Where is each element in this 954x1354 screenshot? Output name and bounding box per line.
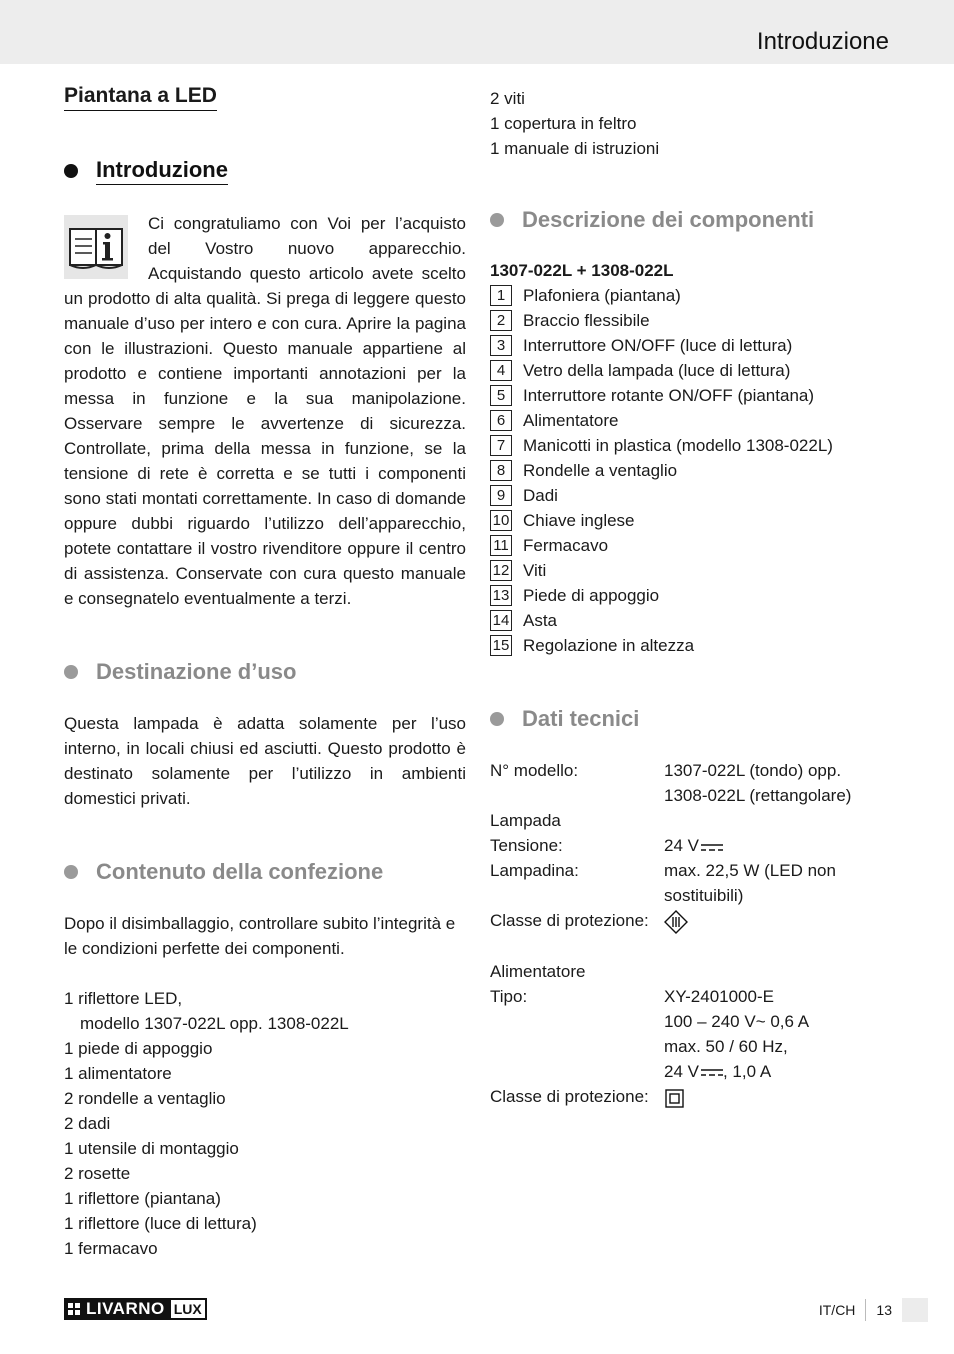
brand-suffix: LUX: [169, 1298, 207, 1320]
component-label: Fermacavo: [523, 535, 609, 555]
spec-label: Tipo:: [490, 986, 528, 1006]
components-model: 1307-022L + 1308-022L: [490, 261, 674, 280]
section-componenti: [490, 207, 890, 233]
section-title: Dati tecnici: [522, 706, 640, 731]
dc-symbol-icon: [701, 1067, 723, 1077]
tech-specs: [490, 758, 890, 1109]
spec-heading-label: Lampada: [490, 811, 561, 830]
spec-value: 24 V: [664, 1061, 699, 1081]
component-label: Vetro della lampada (luce di lettura): [523, 360, 791, 380]
component-row: [490, 633, 890, 658]
component-number: 9: [490, 485, 512, 506]
section-title: Destinazione d’uso: [96, 659, 297, 684]
list-item: 1 copertura in feltro: [490, 114, 637, 133]
component-row: [490, 408, 890, 433]
spec-value: 1308-022L (rettangolare): [664, 786, 852, 805]
protection-class-ii-icon: [664, 1086, 686, 1108]
spec-heading: [490, 959, 890, 984]
component-label: Interruttore rotante ON/OFF (piantana): [523, 385, 815, 405]
spec-label: Classe di protezione:: [490, 1086, 649, 1106]
section-destinazione: [64, 659, 466, 685]
list-item: modello 1307-022L opp. 1308-022L: [80, 1014, 349, 1033]
use-text: Questa lampada è adatta solamente per l’uso interno, in locali chiusi ed asciutti. Questo prodotto è destinato solamente per l’utilizzo in ambienti domestici privati.: [64, 714, 466, 808]
header-bar: [0, 0, 954, 64]
spec-label: Classe di protezione:: [490, 911, 649, 930]
spec-row: [490, 758, 890, 783]
component-label: Chiave inglese: [523, 510, 635, 530]
component-number: 5: [490, 385, 512, 406]
dc-symbol-icon: [701, 842, 723, 852]
component-label: Regolazione in altezza: [523, 635, 695, 655]
spec-row: [490, 858, 890, 883]
components-list: [490, 283, 890, 658]
list-item: 1 alimentatore: [64, 1064, 172, 1083]
component-number: 15: [490, 635, 512, 656]
list-item: 2 viti: [490, 89, 525, 108]
spec-row: [490, 1009, 890, 1034]
component-label: Braccio flessibile: [523, 310, 650, 330]
list-item: 1 piede di appoggio: [64, 1039, 213, 1058]
component-label: Interruttore ON/OFF (luce di lettura): [523, 335, 793, 355]
right-column: [490, 86, 890, 1109]
brand-logo: [64, 1298, 207, 1320]
bullet-icon: [64, 164, 78, 178]
spec-value: sostituibili): [664, 886, 744, 905]
spec-label: Tensione:: [490, 836, 563, 855]
component-row: [490, 508, 890, 533]
list-item: 1 manuale di istruzioni: [490, 139, 660, 158]
list-item: 1 riflettore LED,: [64, 989, 183, 1008]
component-row: [490, 608, 890, 633]
spec-label: Lampadina:: [490, 861, 579, 880]
page-header-title: Introduzione: [756, 28, 889, 55]
component-number: 12: [490, 560, 512, 581]
component-row: [490, 533, 890, 558]
content-list-continued: [490, 86, 890, 161]
component-number: 6: [490, 410, 512, 431]
spec-value: max. 50 / 60 Hz,: [664, 1036, 788, 1056]
bullet-icon: [490, 712, 504, 726]
grid-icon: [68, 1303, 80, 1315]
component-label: Piede di appoggio: [523, 585, 660, 605]
component-label: Asta: [523, 610, 558, 630]
section-dati-tecnici: [490, 706, 890, 732]
component-row: [490, 433, 890, 458]
bullet-icon: [64, 865, 78, 879]
spec-value: XY-2401000-E: [664, 986, 774, 1006]
locale-label: IT/CH: [818, 1302, 856, 1318]
section-contenuto: [64, 859, 466, 885]
component-number: 10: [490, 510, 512, 531]
component-number: 3: [490, 335, 512, 356]
page-info: [819, 1298, 928, 1322]
component-row: [490, 483, 890, 508]
footer: [0, 1290, 954, 1330]
content-list: [64, 986, 466, 1261]
spec-value: 100 – 240 V~ 0,6 A: [664, 1011, 810, 1031]
divider: [865, 1299, 866, 1321]
component-label: Plafoniera (piantana): [523, 285, 681, 305]
component-label: Viti: [523, 560, 547, 580]
bullet-icon: [490, 213, 504, 227]
component-row: [490, 383, 890, 408]
page-marker: [902, 1298, 928, 1322]
spec-row: [490, 1059, 890, 1084]
spec-row: [490, 908, 890, 934]
component-row: [490, 333, 890, 358]
spec-row: [490, 883, 890, 908]
section-introduzione: [64, 157, 466, 185]
component-row: [490, 358, 890, 383]
section-title: Descrizione dei componenti: [522, 207, 815, 232]
spec-row: [490, 783, 890, 808]
list-item: 2 dadi: [64, 1114, 111, 1133]
intro-block: [64, 211, 466, 611]
component-row: [490, 308, 890, 333]
page-number: 13: [876, 1302, 892, 1318]
component-number: 2: [490, 310, 512, 331]
component-row: [490, 283, 890, 308]
component-row: [490, 558, 890, 583]
component-label: Alimentatore: [523, 410, 619, 430]
component-label: Rondelle a ventaglio: [523, 460, 678, 480]
spec-label: N° modello:: [490, 761, 579, 780]
list-item: 2 rosette: [64, 1164, 131, 1183]
component-row: [490, 583, 890, 608]
bullet-icon: [64, 665, 78, 679]
component-number: 11: [490, 535, 512, 556]
document-title: Piantana a LED: [64, 84, 217, 111]
brand-name: LIVARNO: [86, 1299, 165, 1318]
spec-row: [490, 1084, 890, 1109]
list-item: 2 rondelle a ventaglio: [64, 1089, 226, 1108]
section-title: Introduzione: [96, 157, 228, 185]
info-book-icon: [64, 215, 128, 279]
spec-heading-label: Alimentatore: [490, 961, 586, 981]
spec-value: 24 V: [664, 836, 699, 855]
component-row: [490, 458, 890, 483]
component-number: 4: [490, 360, 512, 381]
component-number: 7: [490, 435, 512, 456]
component-label: Dadi: [523, 485, 558, 505]
component-number: 8: [490, 460, 512, 481]
component-number: 14: [490, 610, 512, 631]
left-column: [64, 84, 466, 1261]
spec-row: [490, 984, 890, 1009]
spec-row: [490, 1034, 890, 1059]
spec-heading: [490, 808, 890, 833]
spec-value: 1307-022L (tondo) opp.: [664, 761, 842, 780]
protection-class-iii-icon: [664, 910, 688, 934]
component-number: 13: [490, 585, 512, 606]
list-item: 1 riflettore (luce di lettura): [64, 1214, 257, 1233]
intro-text: Ci congratuliamo con Voi per l’acquisto del Vostro nuovo apparecchio. Acquistando questo articolo avete scelto un prodotto di alta qualità. Si prega di leggere questo manuale d’uso per intero e con cura. Aprire la pagina con le illustrazioni. Questo manuale appartiene al prodotto e contiene importanti annotazioni per la messa in funzione e la sua manipolazione. Osservare sempre le avvertenze di sicurezza. Controllate, prima della messa in funzione, se la tensione di rete è corretta e se tutti i componenti sono stati montati correttamente. In caso di domande oppure dubbi riguardo l’utilizzo dell’apparecchio, potete contattare il vostro rivenditore oppure il centro di assistenza. Conservate con cura questo manuale e consegnatelo eventualmente a terzi.: [64, 214, 466, 608]
list-item: 1 utensile di montaggio: [64, 1139, 239, 1158]
content-text: Dopo il disimballaggio, controllare subito l’integrità e le condizioni perfette dei componenti.: [64, 914, 456, 958]
spec-value: , 1,0 A: [722, 1061, 772, 1081]
section-title: Contenuto della confezione: [96, 859, 384, 884]
list-item: 1 fermacavo: [64, 1239, 158, 1258]
list-item: 1 riflettore (piantana): [64, 1189, 221, 1208]
spec-row: [490, 833, 890, 858]
spec-value: max. 22,5 W (LED non: [664, 861, 836, 880]
component-number: 1: [490, 285, 512, 306]
component-label: Manicotti in plastica (modello 1308-022L): [523, 435, 833, 455]
